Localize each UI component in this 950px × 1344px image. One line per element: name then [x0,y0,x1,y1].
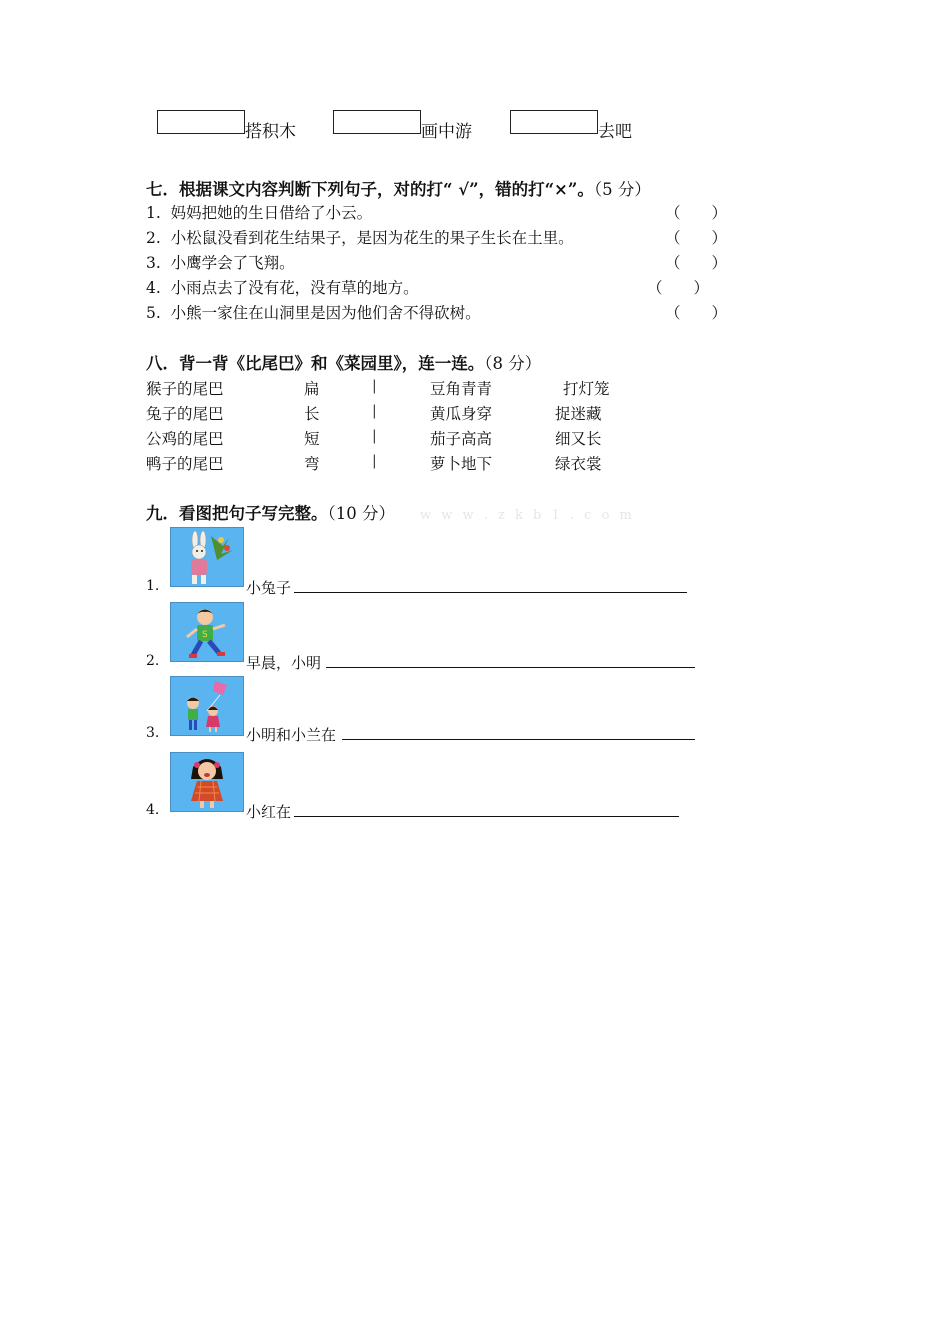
girl-crying-icon [170,752,244,812]
match-right-d[interactable]: 打灯笼 [563,380,610,398]
item-number: 3. [146,254,161,272]
item-text: 小雨点去了没有花，没有草的地方。 [170,279,419,297]
match-right-d[interactable]: 绿衣裳 [555,455,602,473]
answer-line[interactable] [294,592,687,593]
item-text: 小熊一家住在山洞里是因为他们舍不得砍树。 [170,304,481,322]
item-text: 妈妈把她的生日借给了小云。 [170,204,373,222]
blank-box-2[interactable] [333,110,421,134]
watermark: w w w . z k b 1 . c o m [420,508,635,523]
item-text: 小鹰学会了飞翔。 [170,254,295,272]
section-8-title: 八．背一背《比尾巴》和《菜园里》，连一连。 [146,354,485,373]
section-9-heading [146,500,395,524]
item-number: 4. [146,802,160,818]
boy-running-icon [170,602,244,662]
column-divider: | [372,453,377,469]
match-left-a[interactable]: 兔子的尾巴 [146,405,224,423]
column-divider: | [372,378,377,394]
item-number: 2. [146,229,161,247]
item-number: 1. [146,204,161,222]
match-right-c[interactable]: 萝卜地下 [430,455,493,473]
match-right-d[interactable]: 捉迷藏 [555,405,602,423]
blank-label-2: 画中游 [421,122,472,142]
answer-paren[interactable]: （ ） [647,279,710,297]
judge-item [146,201,372,223]
answer-line[interactable] [342,739,695,740]
match-left-a[interactable]: 猴子的尾巴 [146,380,224,398]
section-9-points: （10 分） [327,504,395,523]
blank-box-3[interactable] [510,110,598,134]
match-right-c[interactable]: 黄瓜身穿 [430,405,493,423]
section-8-points: （8 分） [484,354,542,373]
sentence-prompt: 小明和小兰在 [246,726,337,744]
item-number: 3. [146,725,160,741]
match-right-c[interactable]: 豆角青青 [430,380,493,398]
section-7-title: 七．根据课文内容判断下列句子，对的打“ √”，错的打“×”。 [146,180,594,199]
answer-line[interactable] [294,816,679,817]
judge-item [146,276,419,298]
answer-paren[interactable]: （ ） [665,204,728,222]
item-text: 小松鼠没看到花生结果子，是因为花生的果子生长在土里。 [170,229,574,247]
match-left-b[interactable]: 扁 [304,380,320,398]
section-7-heading [146,176,651,200]
match-right-d[interactable]: 细又长 [555,430,602,448]
sentence-prompt: 小红在 [246,803,292,821]
match-left-b[interactable]: 弯 [304,455,320,473]
item-number: 1. [146,578,160,594]
item-number: 2. [146,653,160,669]
sentence-prompt: 早晨，小明 [246,654,322,672]
blank-label-1: 搭积木 [245,122,296,142]
match-left-b[interactable]: 短 [304,430,320,448]
match-right-c[interactable]: 茄子高高 [430,430,493,448]
section-8-heading [146,350,541,374]
column-divider: | [372,403,377,419]
judge-item [146,226,574,248]
answer-paren[interactable]: （ ） [665,229,728,247]
item-number: 4. [146,279,161,297]
rabbit-with-flowers-icon [170,527,244,587]
judge-item [146,251,295,273]
match-left-b[interactable]: 长 [304,405,320,423]
answer-paren[interactable]: （ ） [665,254,728,272]
judge-item [146,301,481,323]
section-9-title: 九．看图把句子写完整。 [146,504,328,523]
match-left-a[interactable]: 鸭子的尾巴 [146,455,224,473]
kids-flying-kite-icon [170,676,244,736]
blank-box-1[interactable] [157,110,245,134]
section-7-points: （5 分） [593,180,651,199]
column-divider: | [372,428,377,444]
answer-line[interactable] [326,667,695,668]
blank-label-3: 去吧 [598,122,632,142]
item-number: 5. [146,304,161,322]
answer-paren[interactable]: （ ） [665,304,728,322]
match-left-a[interactable]: 公鸡的尾巴 [146,430,224,448]
svg-text:S: S [202,630,208,640]
sentence-prompt: 小兔子 [246,579,292,597]
